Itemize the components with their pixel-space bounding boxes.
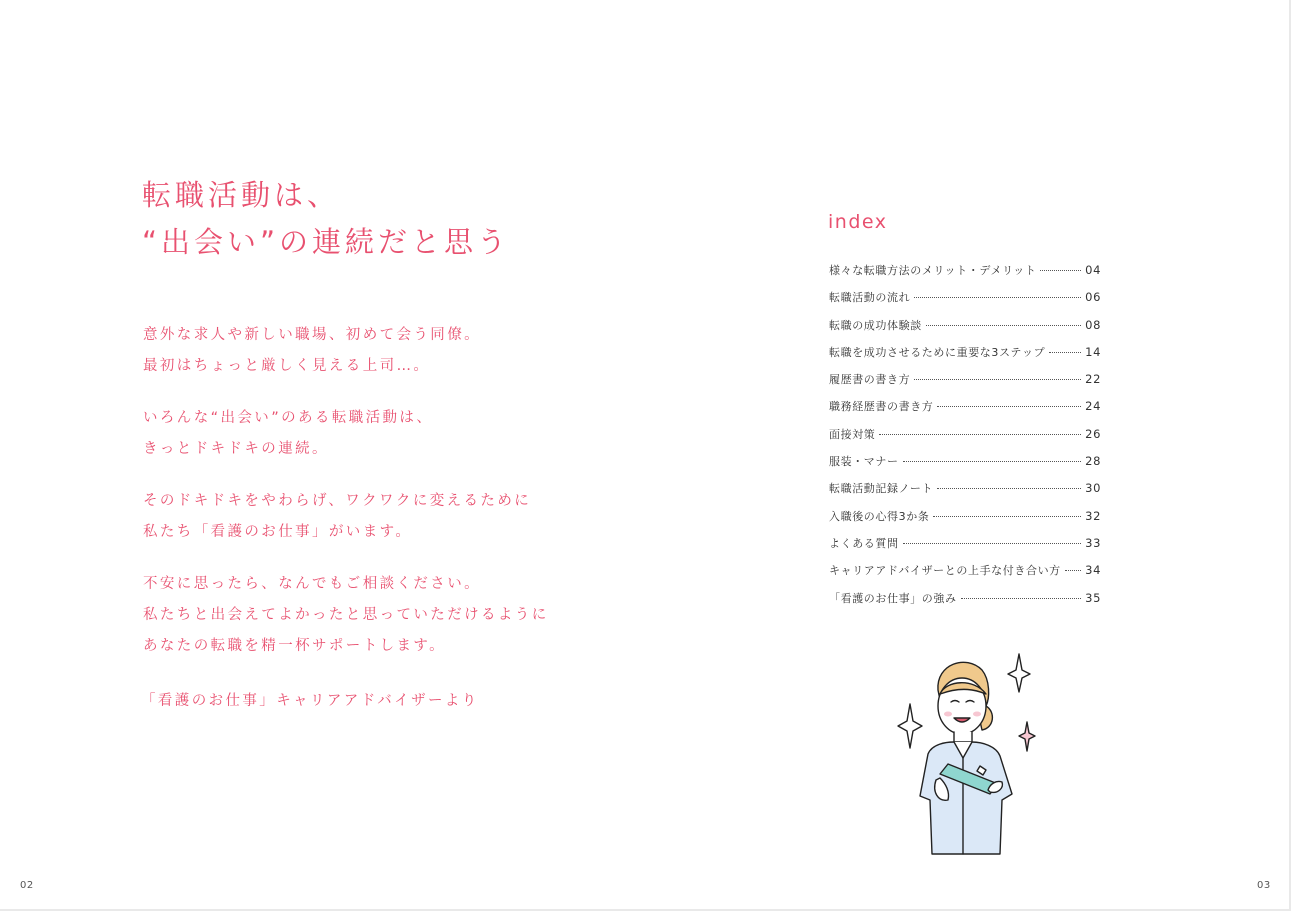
lead-line: 最初はちょっと厳しく見える上司…。: [143, 358, 431, 374]
toc-item[interactable]: [829, 371, 1101, 398]
toc-item-page: 33: [1085, 535, 1101, 550]
toc-leader: [933, 516, 1081, 517]
toc-item-title: 転職を成功させるために重要な3ステップ: [829, 345, 1046, 359]
lead-line: 意外な求人や新しい職場、初めて会う同僚。: [143, 327, 481, 343]
lead-line: いろんな“出会い”のある転職活動は、: [143, 410, 434, 426]
toc-leader: [937, 406, 1081, 407]
toc-item-title: 職務経歴書の書き方: [829, 400, 934, 414]
lead-line: 私たち「看護のお仕事」がいます。: [143, 524, 413, 540]
toc-leader: [1049, 352, 1081, 353]
toc-item[interactable]: [829, 508, 1101, 535]
toc-item-page: 30: [1085, 481, 1101, 496]
lead-paragraph: [143, 403, 563, 465]
toc-item[interactable]: [829, 535, 1101, 562]
toc-item[interactable]: [829, 426, 1101, 453]
toc-item-title: キャリアアドバイザーとの上手な付き合い方: [829, 564, 1061, 578]
toc-leader: [879, 434, 1081, 435]
toc-leader: [937, 488, 1081, 489]
lead-text: [143, 320, 563, 683]
toc-item[interactable]: [829, 480, 1101, 507]
lead-line: 私たちと出会えてよかったと思っていただけるように: [143, 607, 549, 623]
lead-line: きっとドキドキの連続。: [143, 441, 329, 457]
toc-leader: [914, 297, 1081, 298]
toc-item-title: 「看護のお仕事」の強み: [829, 591, 957, 605]
lead-line: あなたの転職を精一杯サポートします。: [143, 638, 447, 654]
toc-item[interactable]: [829, 317, 1101, 344]
lead-line: 不安に思ったら、なんでもご相談ください。: [143, 576, 481, 592]
toc-item[interactable]: [829, 453, 1101, 480]
toc-item-page: 35: [1085, 590, 1101, 605]
toc-item-page: 28: [1085, 454, 1101, 469]
lead-paragraph: [143, 486, 563, 548]
toc-item-title: よくある質問: [829, 536, 899, 550]
toc-item-page: 24: [1085, 399, 1101, 414]
lead-paragraph: [143, 320, 563, 382]
nurse-figure: [920, 662, 1012, 854]
lead-line: そのドキドキをやわらげ、ワクワクに変えるために: [143, 493, 532, 509]
toc-item-page: 14: [1085, 344, 1101, 359]
toc-item[interactable]: [829, 262, 1101, 289]
toc-leader: [1065, 570, 1081, 571]
lead-paragraph: [143, 569, 563, 662]
toc-item-page: 08: [1085, 317, 1101, 332]
toc-item-page: 06: [1085, 290, 1101, 305]
headline-line: 転職活動は、: [142, 178, 341, 212]
toc-leader: [1040, 270, 1081, 271]
index-title: index: [828, 211, 888, 233]
toc-item-page: 22: [1085, 372, 1101, 387]
table-of-contents: [829, 262, 1101, 617]
toc-item-title: 転職活動記録ノート: [829, 482, 934, 496]
headline-line: “出会い”の連続だと思う: [142, 225, 511, 259]
toc-item-title: 転職活動の流れ: [829, 291, 911, 305]
toc-item[interactable]: [829, 562, 1101, 589]
nurse-with-clipboard-icon: [890, 650, 1040, 860]
toc-leader: [903, 543, 1082, 544]
toc-item[interactable]: [829, 590, 1101, 617]
toc-item-title: 転職の成功体験談: [829, 318, 922, 332]
toc-item-page: 26: [1085, 426, 1101, 441]
toc-leader: [926, 325, 1081, 326]
toc-leader: [961, 598, 1082, 599]
page-number-right: 03: [1257, 880, 1271, 891]
signature: 「看護のお仕事」キャリアアドバイザーより: [141, 693, 479, 709]
toc-item-title: 履歴書の書き方: [829, 373, 911, 387]
toc-item-title: 服装・マナー: [829, 455, 899, 469]
toc-item[interactable]: [829, 398, 1101, 425]
toc-leader: [903, 461, 1082, 462]
toc-item-title: 入職後の心得3か条: [829, 509, 930, 523]
toc-item[interactable]: [829, 344, 1101, 371]
headline: [142, 172, 510, 266]
toc-item-page: 34: [1085, 563, 1101, 578]
toc-item-page: 04: [1085, 263, 1101, 277]
toc-item[interactable]: [829, 289, 1101, 316]
page-number-left: 02: [20, 880, 34, 891]
toc-leader: [914, 379, 1081, 380]
toc-item-title: 面接対策: [829, 427, 876, 441]
toc-item-title: 様々な転職方法のメリット・デメリット: [829, 264, 1037, 277]
toc-item-page: 32: [1085, 508, 1101, 523]
